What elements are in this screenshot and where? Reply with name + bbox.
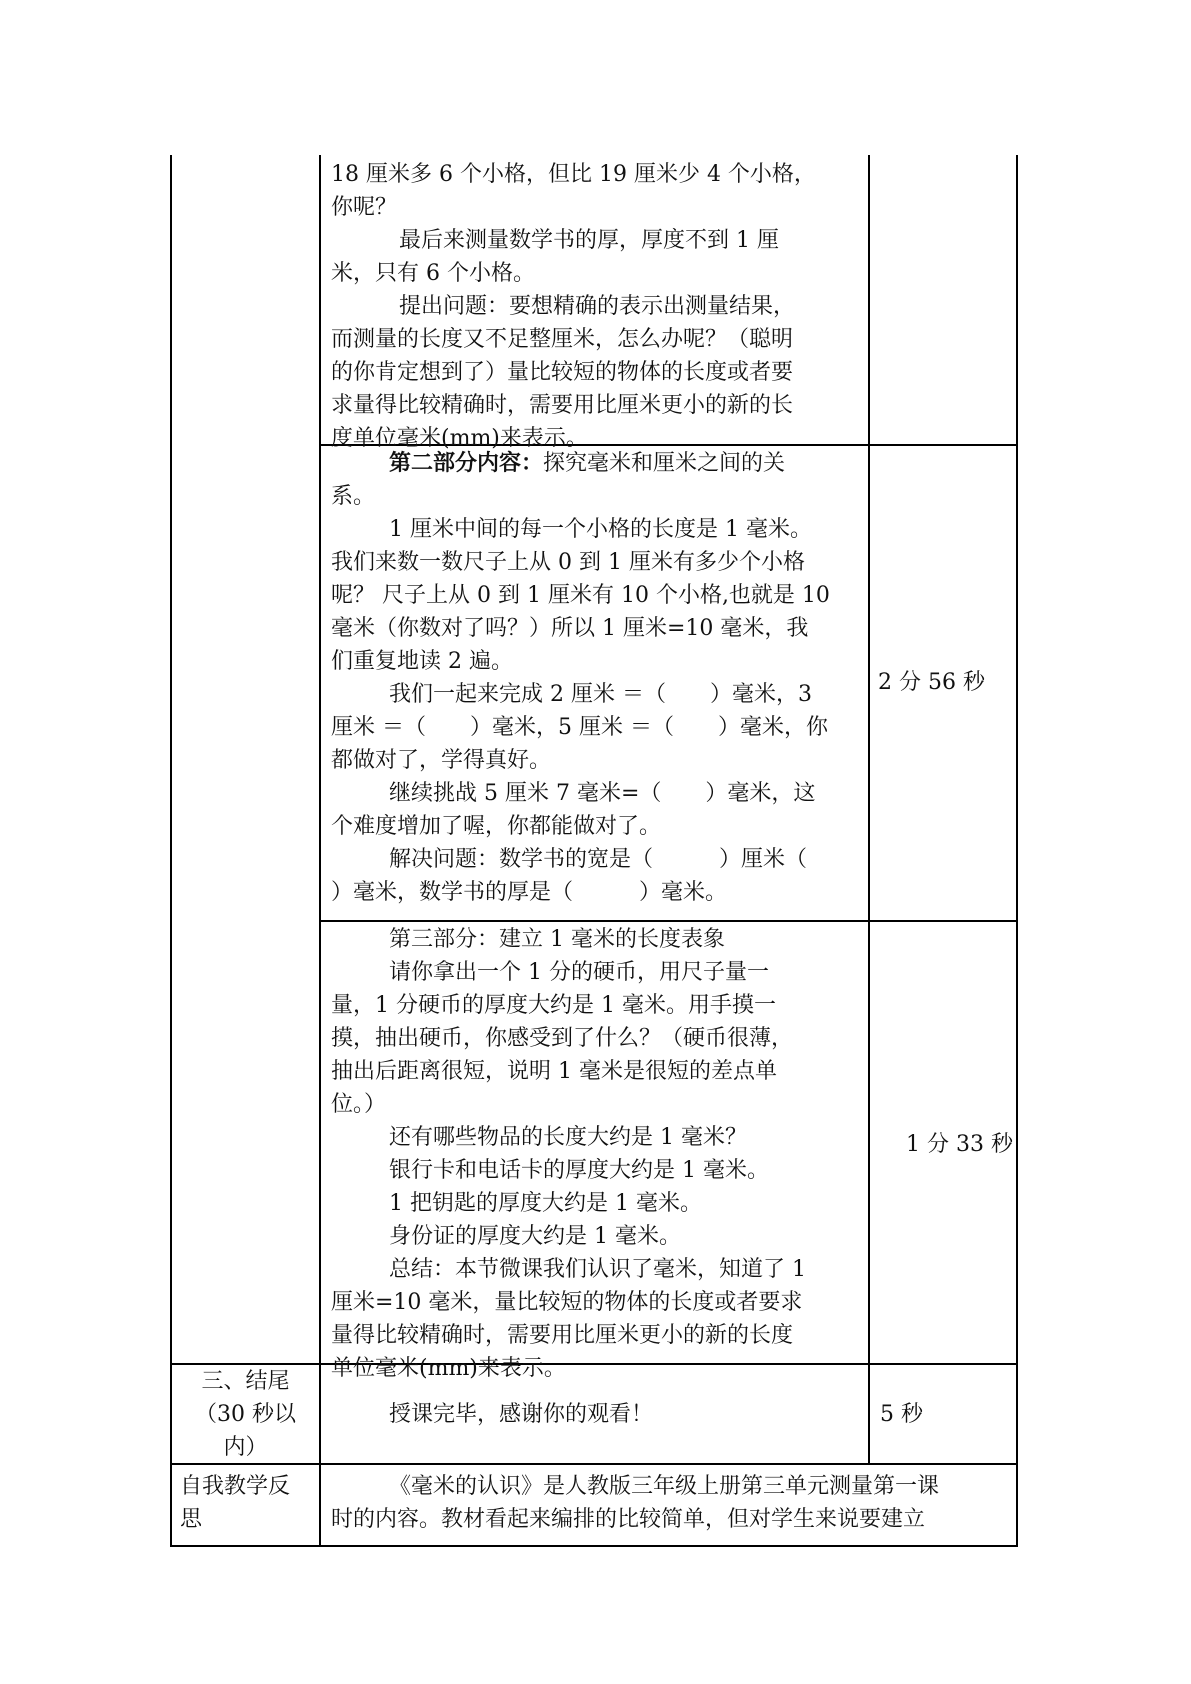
text-line: 度单位毫米(mm)来表示。 <box>331 426 588 451</box>
text-line: 你呢？ <box>331 195 398 220</box>
table-border-right <box>1016 155 1018 1545</box>
text-line: 量得比较精确时，需要用比厘米更小的新的长度 <box>331 1323 794 1348</box>
label-line: （30 秒以 <box>195 1402 296 1427</box>
text-line: 厘米=10 毫米，量比较短的物体的长度或者要求 <box>331 1290 803 1315</box>
text-line: 抽出后距离很短，说明 1 毫米是很短的差点单 <box>331 1059 777 1084</box>
text-line: 提出问题：要想精确的表示出测量结果， <box>399 294 796 319</box>
label-line: 自我教学反 <box>180 1474 291 1499</box>
text-line: 继续挑战 5 厘米 7 毫米=（ ）毫米，这 <box>389 781 816 806</box>
text-line: 请你拿出一个 1 分的硬币，用尺子量一 <box>389 960 769 985</box>
table-border-col2 <box>319 155 321 1545</box>
text-line: 身份证的厚度大约是 1 毫米。 <box>389 1224 681 1249</box>
text-line: ）毫米，数学书的厚是（ ）毫米。 <box>331 880 728 905</box>
reflection-content-cell <box>331 1470 1013 1536</box>
time-value: 2 分 56 秒 <box>878 670 985 695</box>
text-line: 解决问题：数学书的宽是（ ）厘米（ <box>389 847 808 872</box>
label-line: 思 <box>180 1507 203 1532</box>
content-cell-part2 <box>331 447 861 909</box>
text-line: 我们来数一数尺子上从 0 到 1 厘米有多少个小格 <box>331 550 805 575</box>
time-cell-part2 <box>878 666 1008 699</box>
table-border-left <box>170 155 172 1545</box>
ending-content-cell <box>389 1398 859 1431</box>
table-border-bottom <box>170 1545 1018 1547</box>
time-value: 5 秒 <box>880 1402 923 1427</box>
text-line: 总结：本节微课我们认识了毫米，知道了 1 <box>389 1257 806 1282</box>
text-line: 求量得比较精确时，需要用比厘米更小的新的长 <box>331 393 794 418</box>
reflection-label-cell <box>180 1470 315 1536</box>
text-line: 第三部分：建立 1 毫米的长度表象 <box>389 927 725 952</box>
text-line: 量，1 分硬币的厚度大约是 1 毫米。用手摸一 <box>331 993 776 1018</box>
text-line: 的你肯定想到了）量比较短的物体的长度或者要 <box>331 360 794 385</box>
label-line: 三、结尾 <box>201 1369 290 1394</box>
table-border-col3 <box>868 155 870 1465</box>
section-heading <box>331 447 861 480</box>
text-line: 单位毫米(mm)来表示。 <box>331 1356 566 1381</box>
ending-time-cell <box>880 1398 1010 1431</box>
text-line: 银行卡和电话卡的厚度大约是 1 毫米。 <box>389 1158 769 1183</box>
text-line: 米，只有 6 个小格。 <box>331 261 535 286</box>
ending-label-cell <box>172 1365 319 1464</box>
text-line: 还有哪些物品的长度大约是 1 毫米？ <box>389 1125 747 1150</box>
text-line: 1 把钥匙的厚度大约是 1 毫米。 <box>389 1191 702 1216</box>
text-line: 最后来测量数学书的厚，厚度不到 1 厘 <box>399 228 779 253</box>
content-cell-part1 <box>331 158 861 455</box>
text-line: 《毫米的认识》是人教版三年级上册第三单元测量第一课 <box>389 1474 940 1499</box>
text-line: 呢？ 尺子上从 0 到 1 厘米有 10 个小格,也就是 10 <box>331 583 830 608</box>
text-line: 摸，抽出硬币，你感受到了什么？（硬币很薄， <box>331 1026 794 1051</box>
text-line: 1 厘米中间的每一个小格的长度是 1 毫米。 <box>389 517 812 542</box>
content-cell-part3 <box>331 923 861 1385</box>
text-line: 18 厘米多 6 个小格，但比 19 厘米少 4 个小格， <box>331 162 816 187</box>
section-heading-rest: 探究毫米和厘米之间的关 <box>543 451 786 476</box>
label-line: 内） <box>223 1435 268 1460</box>
text-line: 位。） <box>331 1092 387 1117</box>
row-divider-2 <box>319 920 1018 922</box>
ending-text: 授课完毕，感谢你的观看！ <box>389 1402 654 1427</box>
text-line: 时的内容。教材看起来编排的比较简单，但对学生来说要建立 <box>331 1507 926 1532</box>
text-line: 我们一起来完成 2 厘米 ＝（ ）毫米，3 <box>389 682 812 707</box>
time-cell-part3 <box>906 1128 1016 1161</box>
text-line: 而测量的长度又不足整厘米，怎么办呢？（聪明 <box>331 327 794 352</box>
section-heading-bold: 第二部分内容： <box>389 450 544 476</box>
time-value: 1 分 33 秒 <box>906 1132 1013 1157</box>
text-line: 个难度增加了喔，你都能做对了。 <box>331 814 662 839</box>
text-line: 厘米 ＝（ ）毫米，5 厘米 ＝（ ）毫米，你 <box>331 715 828 740</box>
text-line: 毫米（你数对了吗？）所以 1 厘米=10 毫米，我 <box>331 616 809 641</box>
text-line: 系。 <box>331 484 376 509</box>
text-line: 都做对了，学得真好。 <box>331 748 552 773</box>
text-line: 们重复地读 2 遍。 <box>331 649 513 674</box>
